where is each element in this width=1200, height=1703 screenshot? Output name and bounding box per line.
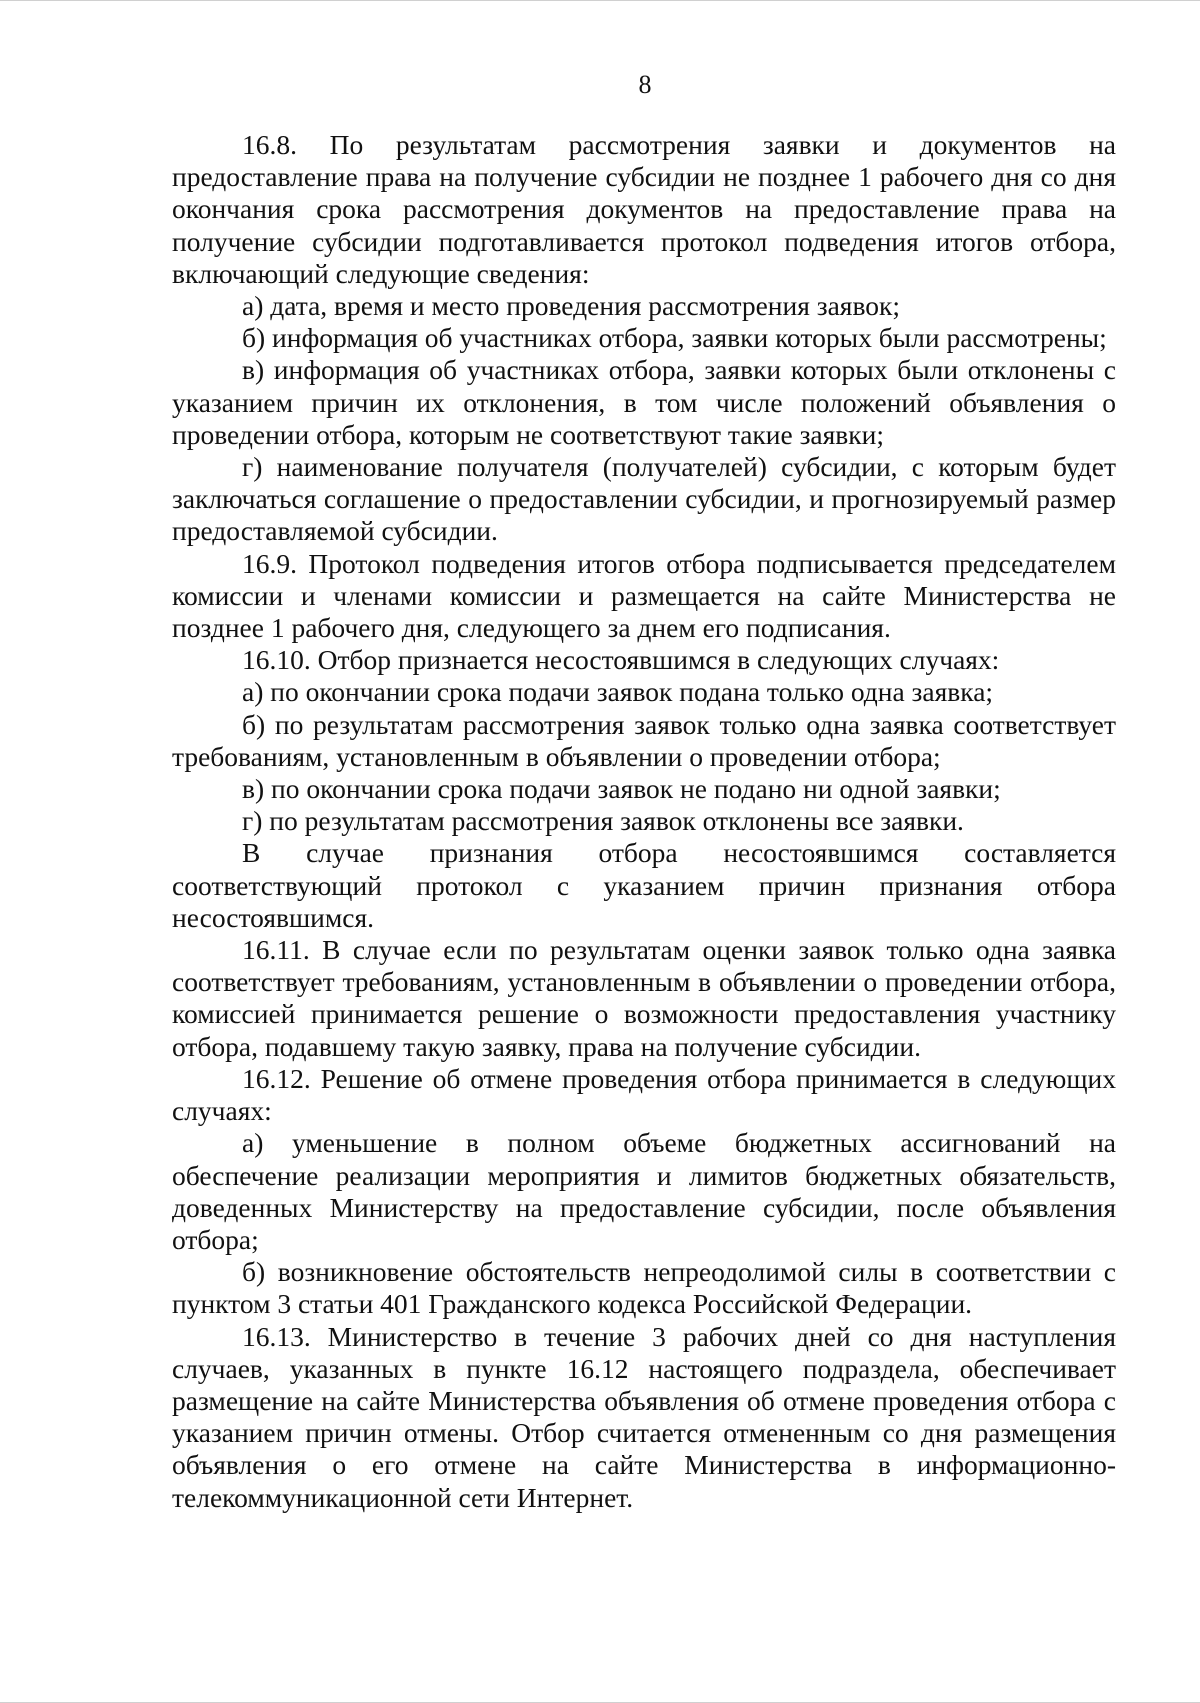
paragraph-16-12-a: а) уменьшение в полном объеме бюджетных ассигнований на обеспечение реализации мероприятия и лимитов бюджетных обязательств, доведенных Министерству на предоставление субсидии, после объявления отбора; [172, 1127, 1116, 1255]
paragraph-16-8-g: г) наименование получателя (получателей) субсидии, с которым будет заключаться соглашение о предоставлении субсидии, и прогнозируемый размер предоставляемой субсидии. [172, 451, 1116, 547]
paragraph-16-10-g: г) по результатам рассмотрения заявок отклонены все заявки. [242, 805, 964, 837]
page-number: 8 [638, 70, 652, 99]
paragraph-16-10: 16.10. Отбор признается несостоявшимся в следующих случаях: [242, 644, 1000, 676]
paragraph-16-8-v: в) информация об участниках отбора, заявки которых были отклонены с указанием причин их отклонения, в том числе положений объявления о проведении отбора, которым не соответствуют такие заявки; [172, 354, 1116, 450]
paragraph-16-10-note: В случае признания отбора несостоявшимся составляется соответствующий протокол с указанием причин признания отбора несостоявшимся. [172, 837, 1116, 933]
document-body [172, 129, 1116, 1514]
scan-edge-mark [0, 0, 1200, 1]
paragraph-16-9: 16.9. Протокол подведения итогов отбора подписывается председателем комиссии и членами комиссии и размещается на сайте Министерства не позднее 1 рабочего дня, следующего за днем его подписания. [172, 547, 1116, 644]
paragraph-16-8: 16.8. По результатам рассмотрения заявки и документов на предоставление права на получение субсидии не позднее 1 рабочего дня со дня окончания срока рассмотрения документов на предоставление права на получение субсидии подготавливается протокол подведения итогов отбора, включающий следующие сведения: [172, 129, 1116, 289]
paragraph-16-8-a: а) дата, время и место проведения рассмотрения заявок; [242, 290, 900, 322]
paragraph-16-10-b: б) по результатам рассмотрения заявок только одна заявка соответствует требованиям, установленным в объявлении о проведении отбора; [172, 708, 1116, 772]
paragraph-16-12: 16.12. Решение об отмене проведения отбора принимается в следующих случаях: [172, 1062, 1116, 1127]
paragraph-16-10-v: в) по окончании срока подачи заявок не подано ни одной заявки; [242, 773, 1001, 805]
paragraph-16-8-b: б) информация об участниках отбора, заявки которых были рассмотрены; [242, 322, 1107, 354]
paragraph-16-11: 16.11. В случае если по результатам оценки заявок только одна заявка соответствует требованиям, установленным в объявлении о проведении отбора, комиссией принимается решение о возможности предоставления участнику отбора, подавшему такую заявку, права на получение субсидии. [172, 934, 1116, 1062]
paragraph-16-13: 16.13. Министерство в течение 3 рабочих дней со дня наступления случаев, указанных в пункте 16.12 настоящего подраздела, обеспечивает размещение на сайте Министерства объявления об отмене проведения отбора с указанием причин отмены. Отбор считается отмененным со дня размещения объявления о его отмене на сайте Министерства в информационно-телекоммуникационной сети Интернет. [172, 1320, 1116, 1513]
paragraph-16-12-b: б) возникновение обстоятельств непреодолимой силы в соответствии с пунктом 3 статьи 401 Гражданского кодекса Российской Федерации. [172, 1256, 1116, 1320]
paragraph-16-10-a: а) по окончании срока подачи заявок подана только одна заявка; [242, 676, 994, 708]
